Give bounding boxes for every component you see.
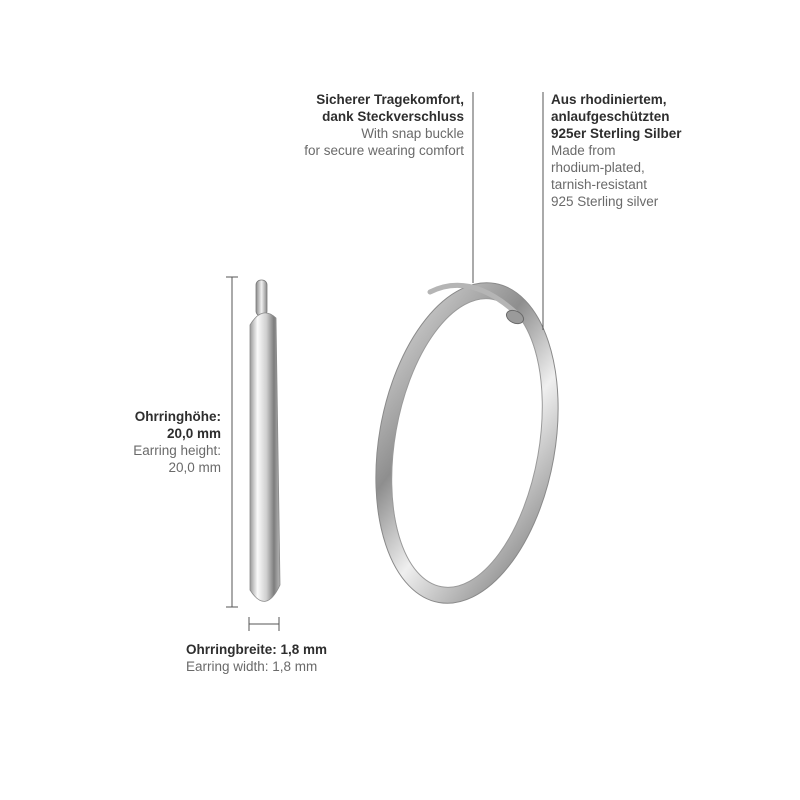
material-callout-en-line-4: 925 Sterling silver — [551, 194, 659, 209]
material-callout-de-line-2: anlaufgeschützten — [551, 109, 670, 124]
clasp-callout-de-line-1: Sicherer Tragekomfort, — [316, 92, 464, 107]
material-callout-de-line-1: Aus rhodiniertem, — [551, 92, 667, 107]
width-callout-de: Ohrringbreite: 1,8 mm — [186, 642, 328, 657]
material-callout-en-line-1: Made from — [551, 143, 616, 158]
material-callout-en-line-3: tarnish-resistant — [551, 177, 648, 192]
height-callout — [133, 408, 221, 476]
earring-front-view — [352, 268, 582, 618]
height-callout-en-line-2: 20,0 mm — [168, 460, 221, 475]
material-callout — [551, 91, 682, 210]
height-callout-en-line-1: Earring height: — [133, 443, 221, 458]
height-callout-de-line-2: 20,0 mm — [166, 426, 221, 441]
clasp-callout-en-line-1: With snap buckle — [361, 126, 464, 141]
height-callout-de-line-1: Ohrringhöhe: — [134, 409, 221, 424]
clasp-callout — [304, 91, 464, 159]
clasp-callout-de-line-2: dank Steckverschluss — [322, 109, 464, 124]
width-callout-en: Earring width: 1,8 mm — [186, 659, 318, 674]
material-callout-de-line-3: 925er Sterling Silber — [551, 126, 682, 141]
width-callout — [186, 641, 327, 675]
height-dimension — [226, 277, 238, 607]
clasp-callout-en-line-2: for secure wearing comfort — [304, 143, 464, 158]
material-callout-en-line-2: rhodium-plated, — [551, 160, 645, 175]
width-dimension — [249, 617, 279, 631]
earring-side-view — [250, 280, 280, 601]
